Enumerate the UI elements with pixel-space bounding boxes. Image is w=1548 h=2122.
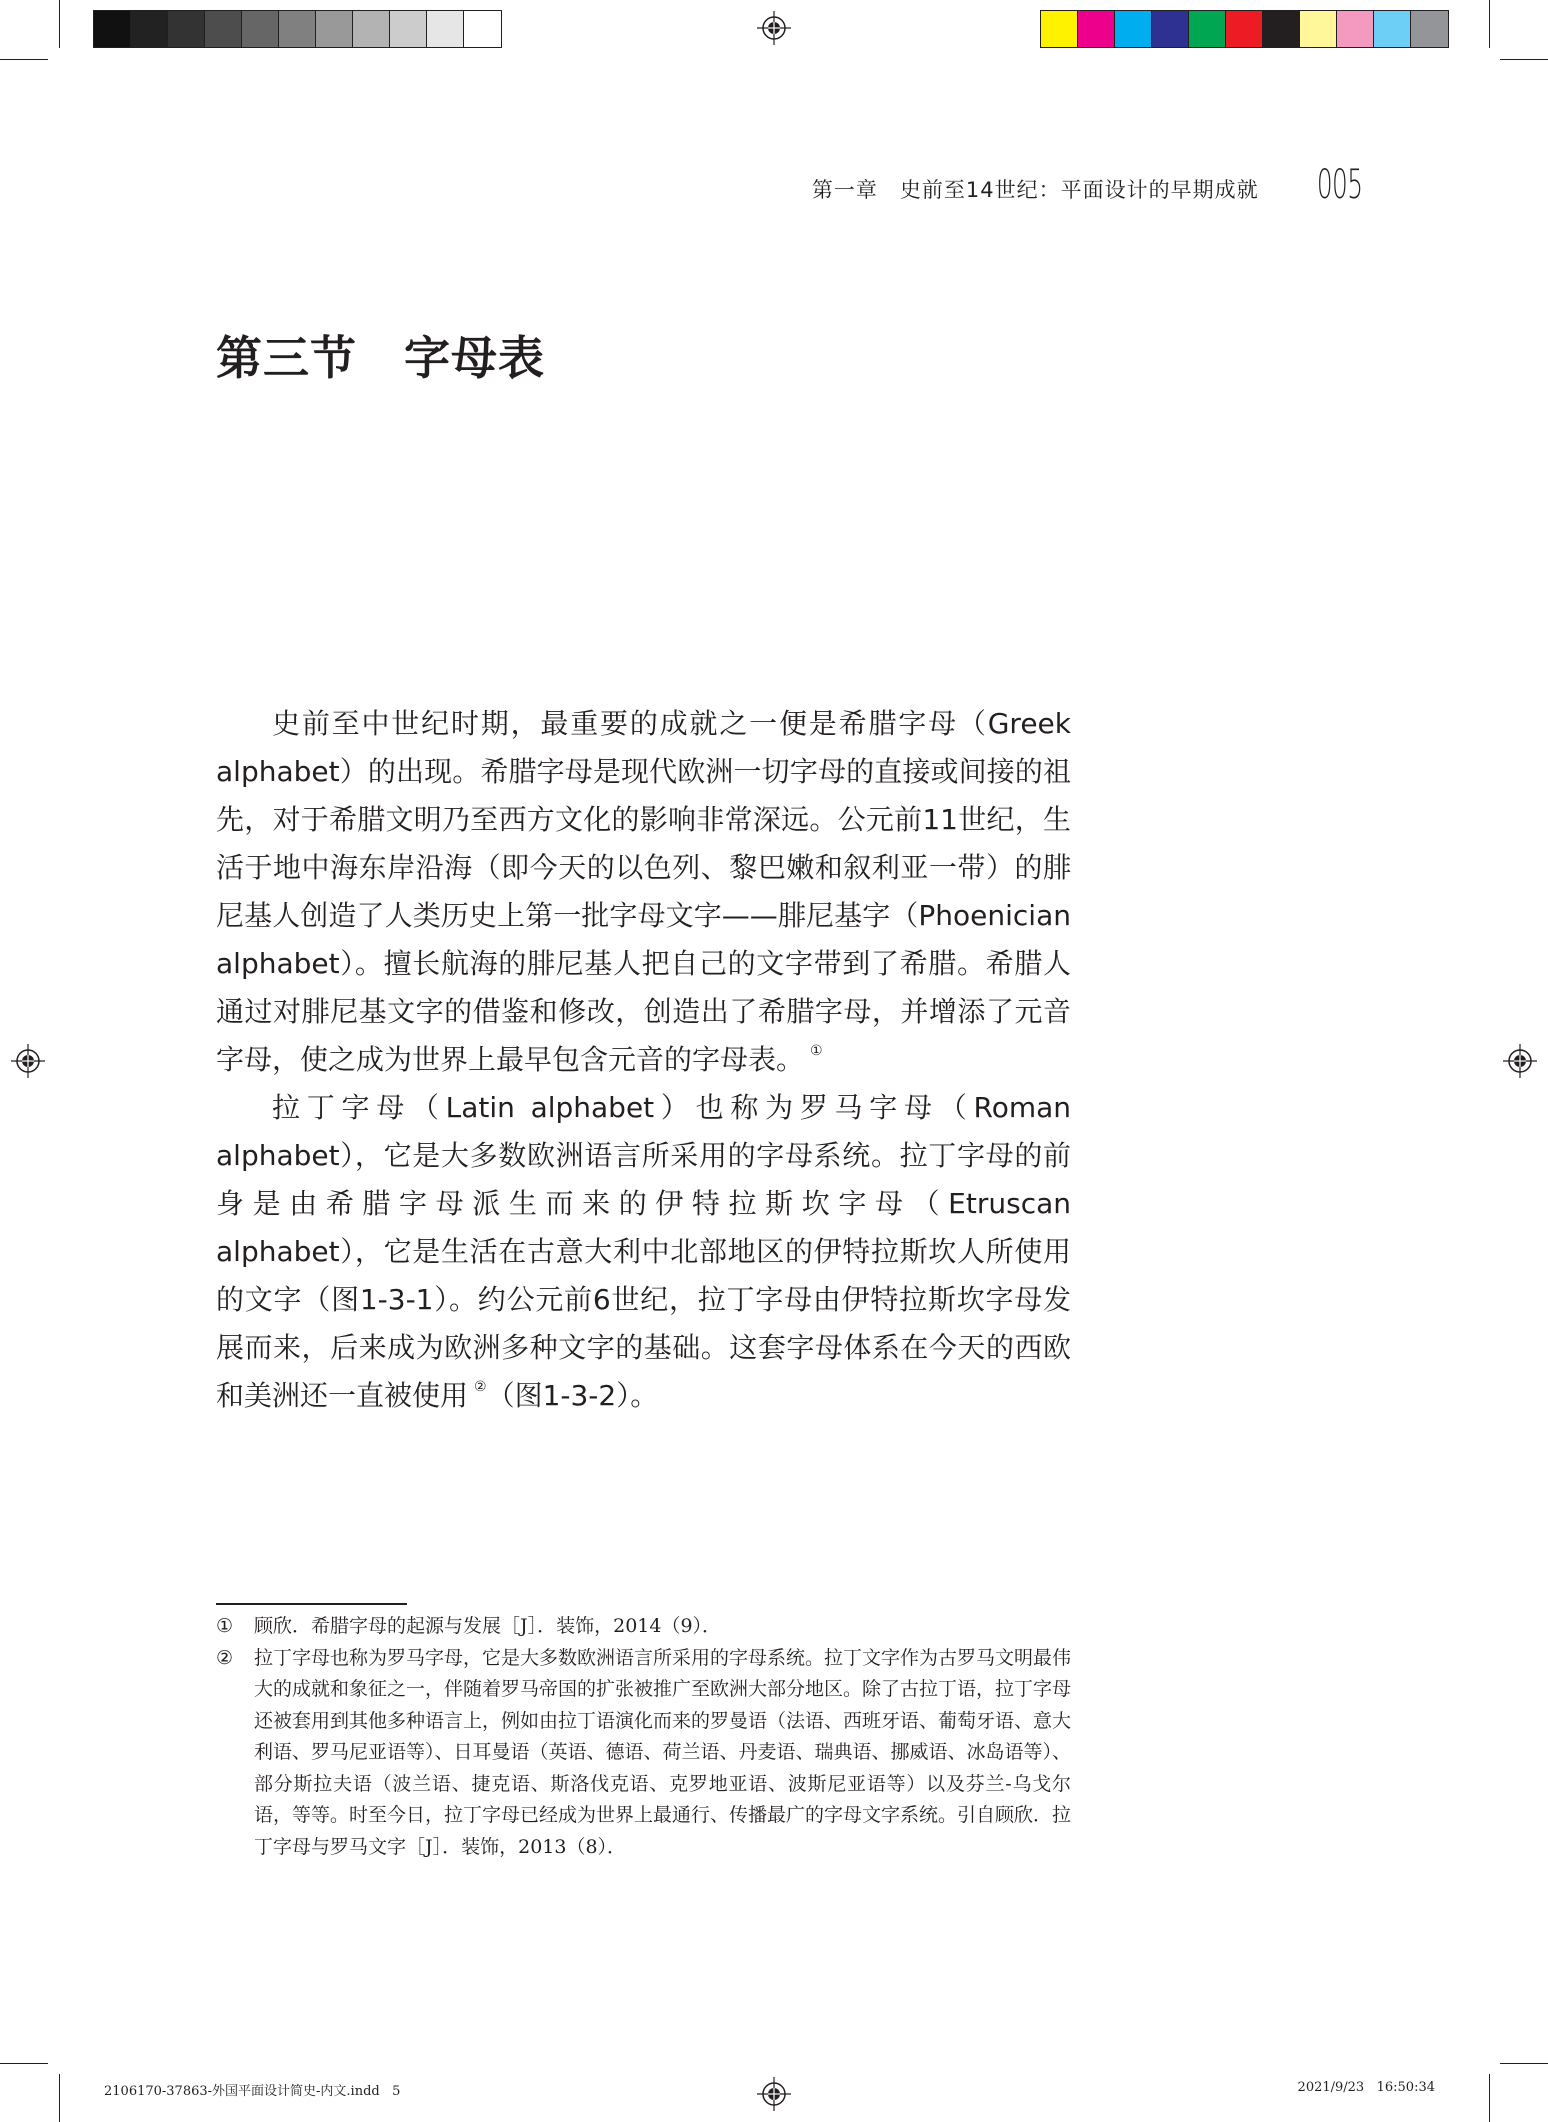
footnote-2 xyxy=(216,1643,1071,1864)
grayscale-patch xyxy=(316,11,353,47)
color-calibration-bar xyxy=(1040,10,1449,48)
body-paragraph-1 xyxy=(216,700,1071,1084)
color-patch xyxy=(1189,11,1226,47)
grayscale-patch xyxy=(279,11,316,47)
body-text xyxy=(216,700,1071,1420)
footnote-text: 顾欣．希腊字母的起源与发展［J］．装饰，2014（9）． xyxy=(254,1615,722,1637)
paragraph-2-tail: （图1-3-2）。 xyxy=(486,1379,659,1412)
grayscale-patch xyxy=(94,11,131,47)
body-paragraph-2 xyxy=(216,1084,1071,1420)
crop-mark-top-left-h xyxy=(0,59,48,60)
crop-mark-bottom-left-h xyxy=(0,2063,48,2064)
footnote-1 xyxy=(216,1611,1071,1643)
crop-mark-bottom-right-v xyxy=(1489,2074,1490,2122)
color-patch xyxy=(1115,11,1152,47)
color-patch xyxy=(1411,11,1448,47)
footnote-text: 拉丁字母也称为罗马字母，它是大多数欧洲语言所采用的字母系统。拉丁文字作为古罗马文明最伟大的成就和象征之一，伴随着罗马帝国的扩张被推广至欧洲大部分地区。除了古拉丁语，拉丁字母还被套用到其他多种语言上，例如由拉丁语演化而来的罗曼语（法语、西班牙语、葡萄牙语、意大利语、罗马尼亚语等）、日耳曼语（英语、德语、荷兰语、丹麦语、瑞典语、挪威语、冰岛语等）、部分斯拉夫语（波兰语、捷克语、斯洛伐克语、克罗地亚语、波斯尼亚语等）以及芬兰-乌戈尔语，等等。时至今日，拉丁字母已经成为世界上最通行、传播最广的字母文字系统。引自顾欣．拉丁字母与罗马文字［J］．装饰，2013（8）． xyxy=(254,1646,1072,1858)
grayscale-calibration-bar xyxy=(93,10,502,48)
grayscale-patch xyxy=(242,11,279,47)
grayscale-patch xyxy=(168,11,205,47)
color-patch xyxy=(1263,11,1300,47)
slug-file-info: 2106170-37863-外国平面设计简史-内文.indd 5 xyxy=(104,2084,401,2099)
color-patch xyxy=(1152,11,1189,47)
crop-mark-top-right-h xyxy=(1500,59,1548,60)
grayscale-patch xyxy=(390,11,427,47)
color-patch xyxy=(1041,11,1078,47)
grayscale-patch xyxy=(464,11,501,47)
page-number: 005 xyxy=(1316,162,1362,208)
grayscale-patch xyxy=(131,11,168,47)
paragraph-2-text: 拉丁字母（Latin alphabet）也称为罗马字母（Roman alphabet），它是大多数欧洲语言所采用的字母系统。拉丁字母的前身是由希腊字母派生而来的伊特拉斯坎字母（Etruscan alphabet），它是生活在古意大利中北部地区的伊特拉斯坎人所使用的文字（图1-3-1）。约公元前6世纪，拉丁字母由伊特拉斯坎字母发展而来，后来成为欧洲多种文字的基础。这套字母体系在今天的西欧和美洲还一直被使用 xyxy=(216,1091,1071,1412)
footnote-ref-1[interactable]: ① xyxy=(810,1043,823,1059)
running-header xyxy=(811,162,1362,208)
grayscale-patch xyxy=(427,11,464,47)
registration-mark-top-icon xyxy=(757,11,791,45)
footnotes xyxy=(216,1611,1071,1863)
grayscale-patch xyxy=(205,11,242,47)
grayscale-patch xyxy=(353,11,390,47)
paragraph-1-text: 史前至中世纪时期，最重要的成就之一便是希腊字母（Greek alphabet）的出现。希腊字母是现代欧洲一切字母的直接或间接的祖先，对于希腊文明乃至西方文化的影响非常深远。公元前11世纪，生活于地中海东岸沿海（即今天的以色列、黎巴嫩和叙利亚一带）的腓尼基人创造了人类历史上第一批字母文字——腓尼基字（Phoenician alphabet）。擅长航海的腓尼基人把自己的文字带到了希腊。希腊人通过对腓尼基文字的借鉴和修改，创造出了希腊字母，并增添了元音字母，使之成为世界上最早包含元音的字母表。 xyxy=(216,707,1071,1076)
crop-mark-bottom-left-v xyxy=(59,2074,60,2122)
color-patch xyxy=(1078,11,1115,47)
registration-mark-left-icon xyxy=(11,1044,45,1078)
footnote-separator xyxy=(216,1603,407,1605)
color-patch xyxy=(1337,11,1374,47)
color-patch xyxy=(1226,11,1263,47)
section-title: 第三节 字母表 xyxy=(216,331,545,385)
registration-mark-right-icon xyxy=(1503,1044,1537,1078)
crop-mark-top-right-v xyxy=(1489,0,1490,48)
crop-mark-bottom-right-h xyxy=(1500,2063,1548,2064)
running-title: 第一章 史前至14世纪：平面设计的早期成就 xyxy=(811,178,1259,202)
color-patch xyxy=(1300,11,1337,47)
footnote-marker: ② xyxy=(216,1646,234,1669)
slug-timestamp: 2021/9/23 16:50:34 xyxy=(1297,2080,1435,2095)
color-patch xyxy=(1374,11,1411,47)
crop-mark-top-left-v xyxy=(59,0,60,48)
footnote-marker: ① xyxy=(216,1615,234,1637)
footnote-ref-2[interactable]: ② xyxy=(474,1379,487,1395)
registration-mark-bottom-icon xyxy=(757,2077,791,2111)
